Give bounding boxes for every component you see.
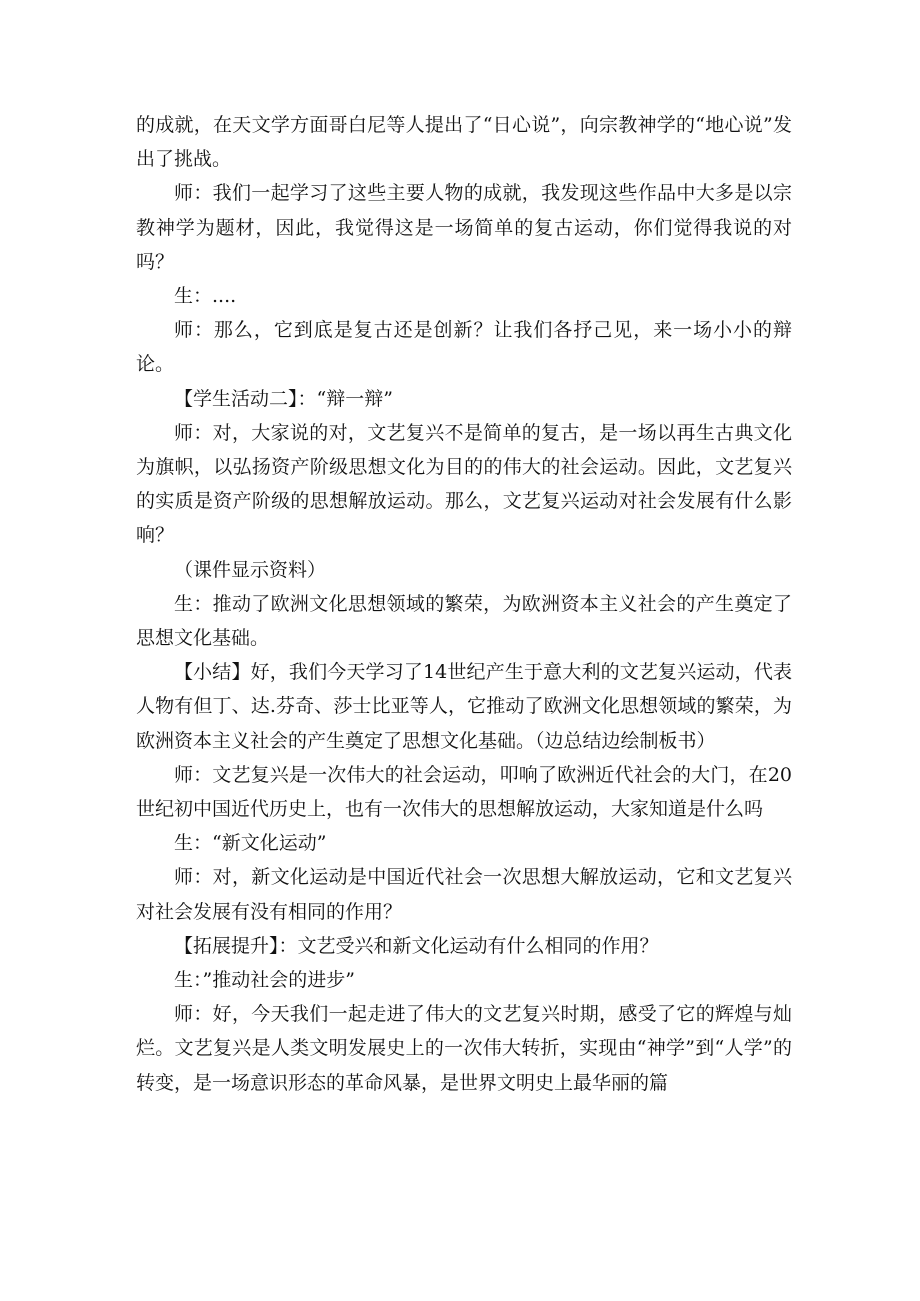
paragraph-teacher-question: 师：我们一起学习了这些主要人物的成就，我发现这些作品中大多是以宗教神学为题材，因此，我觉得这是一场简单的复古运动，你们觉得我说的对吗？: [136, 182, 792, 273]
paragraph-teacher-transition: 师：文艺复兴是一次伟大的社会运动，叩响了欧洲近代社会的大门，在20世纪初中国近代历史上，也有一次伟大的思想解放运动，大家知道是什么吗: [136, 763, 792, 821]
paragraph-student-new-culture: 生：“新文化运动”: [174, 832, 327, 855]
paragraph-teacher-debate: 师：那么，它到底是复古还是创新？让我们各抒己见，来一场小小的辩论。: [136, 319, 792, 376]
paragraph-courseware-note: （课件显示资料）: [174, 558, 327, 581]
paragraph-teacher-closing: 师：好，今天我们一起走进了伟大的文艺复兴时期，感受了它的辉煌与灿烂。文艺复兴是人类文明发展史上的一次伟大转折，实现由“神学”到“人学”的转变，是一场意识形态的革命风暴，是世界文明史上最华丽的篇: [136, 1003, 792, 1094]
paragraph-extension-heading: 【拓展提升】：文艺受兴和新文化运动有什么相同的作用？: [174, 934, 659, 957]
paragraph-student-pause: 生：....: [174, 285, 237, 308]
document-body: [136, 108, 792, 1100]
paragraph-teacher-comparison: 师：对，新文化运动是中国近代社会一次思想大解放运动，它和文艺复兴对社会发展有没有相同的作用？: [136, 866, 792, 923]
paragraph-student-progress: 生：”推动社会的进步”: [174, 969, 355, 992]
paragraph-student-answer: 生：推动了欧洲文化思想领域的繁荣，为欧洲资本主义社会的产生奠定了思想文化基础。: [136, 592, 792, 650]
paragraph-activity-heading: 【学生活动二】：“辩一辩”: [174, 387, 393, 410]
paragraph-summary: 【小结】好，我们今天学习了14世纪产生于意大利的文艺复兴运动，代表人物有但丁、达.芬奇、莎士比亚等人，它推动了欧洲文化思想领域的繁荣，为欧洲资本主义社会的产生奠定了思想文化基础。（边总结边绘制板书）: [136, 661, 792, 752]
paragraph-continuation: 的成就，在天文学方面哥白尼等人提出了“日心说”，向宗教神学的“地心说”发出了挑战。: [136, 114, 792, 171]
paragraph-teacher-essence: 师：对，大家说的对，文艺复兴不是简单的复古，是一场以再生古典文化为旗帜，以弘扬资产阶级思想文化为目的的伟大的社会运动。因此，文艺复兴的实质是资产阶级的思想解放运动。那么，文艺复兴运动对社会发展有什么影响？: [136, 421, 792, 547]
